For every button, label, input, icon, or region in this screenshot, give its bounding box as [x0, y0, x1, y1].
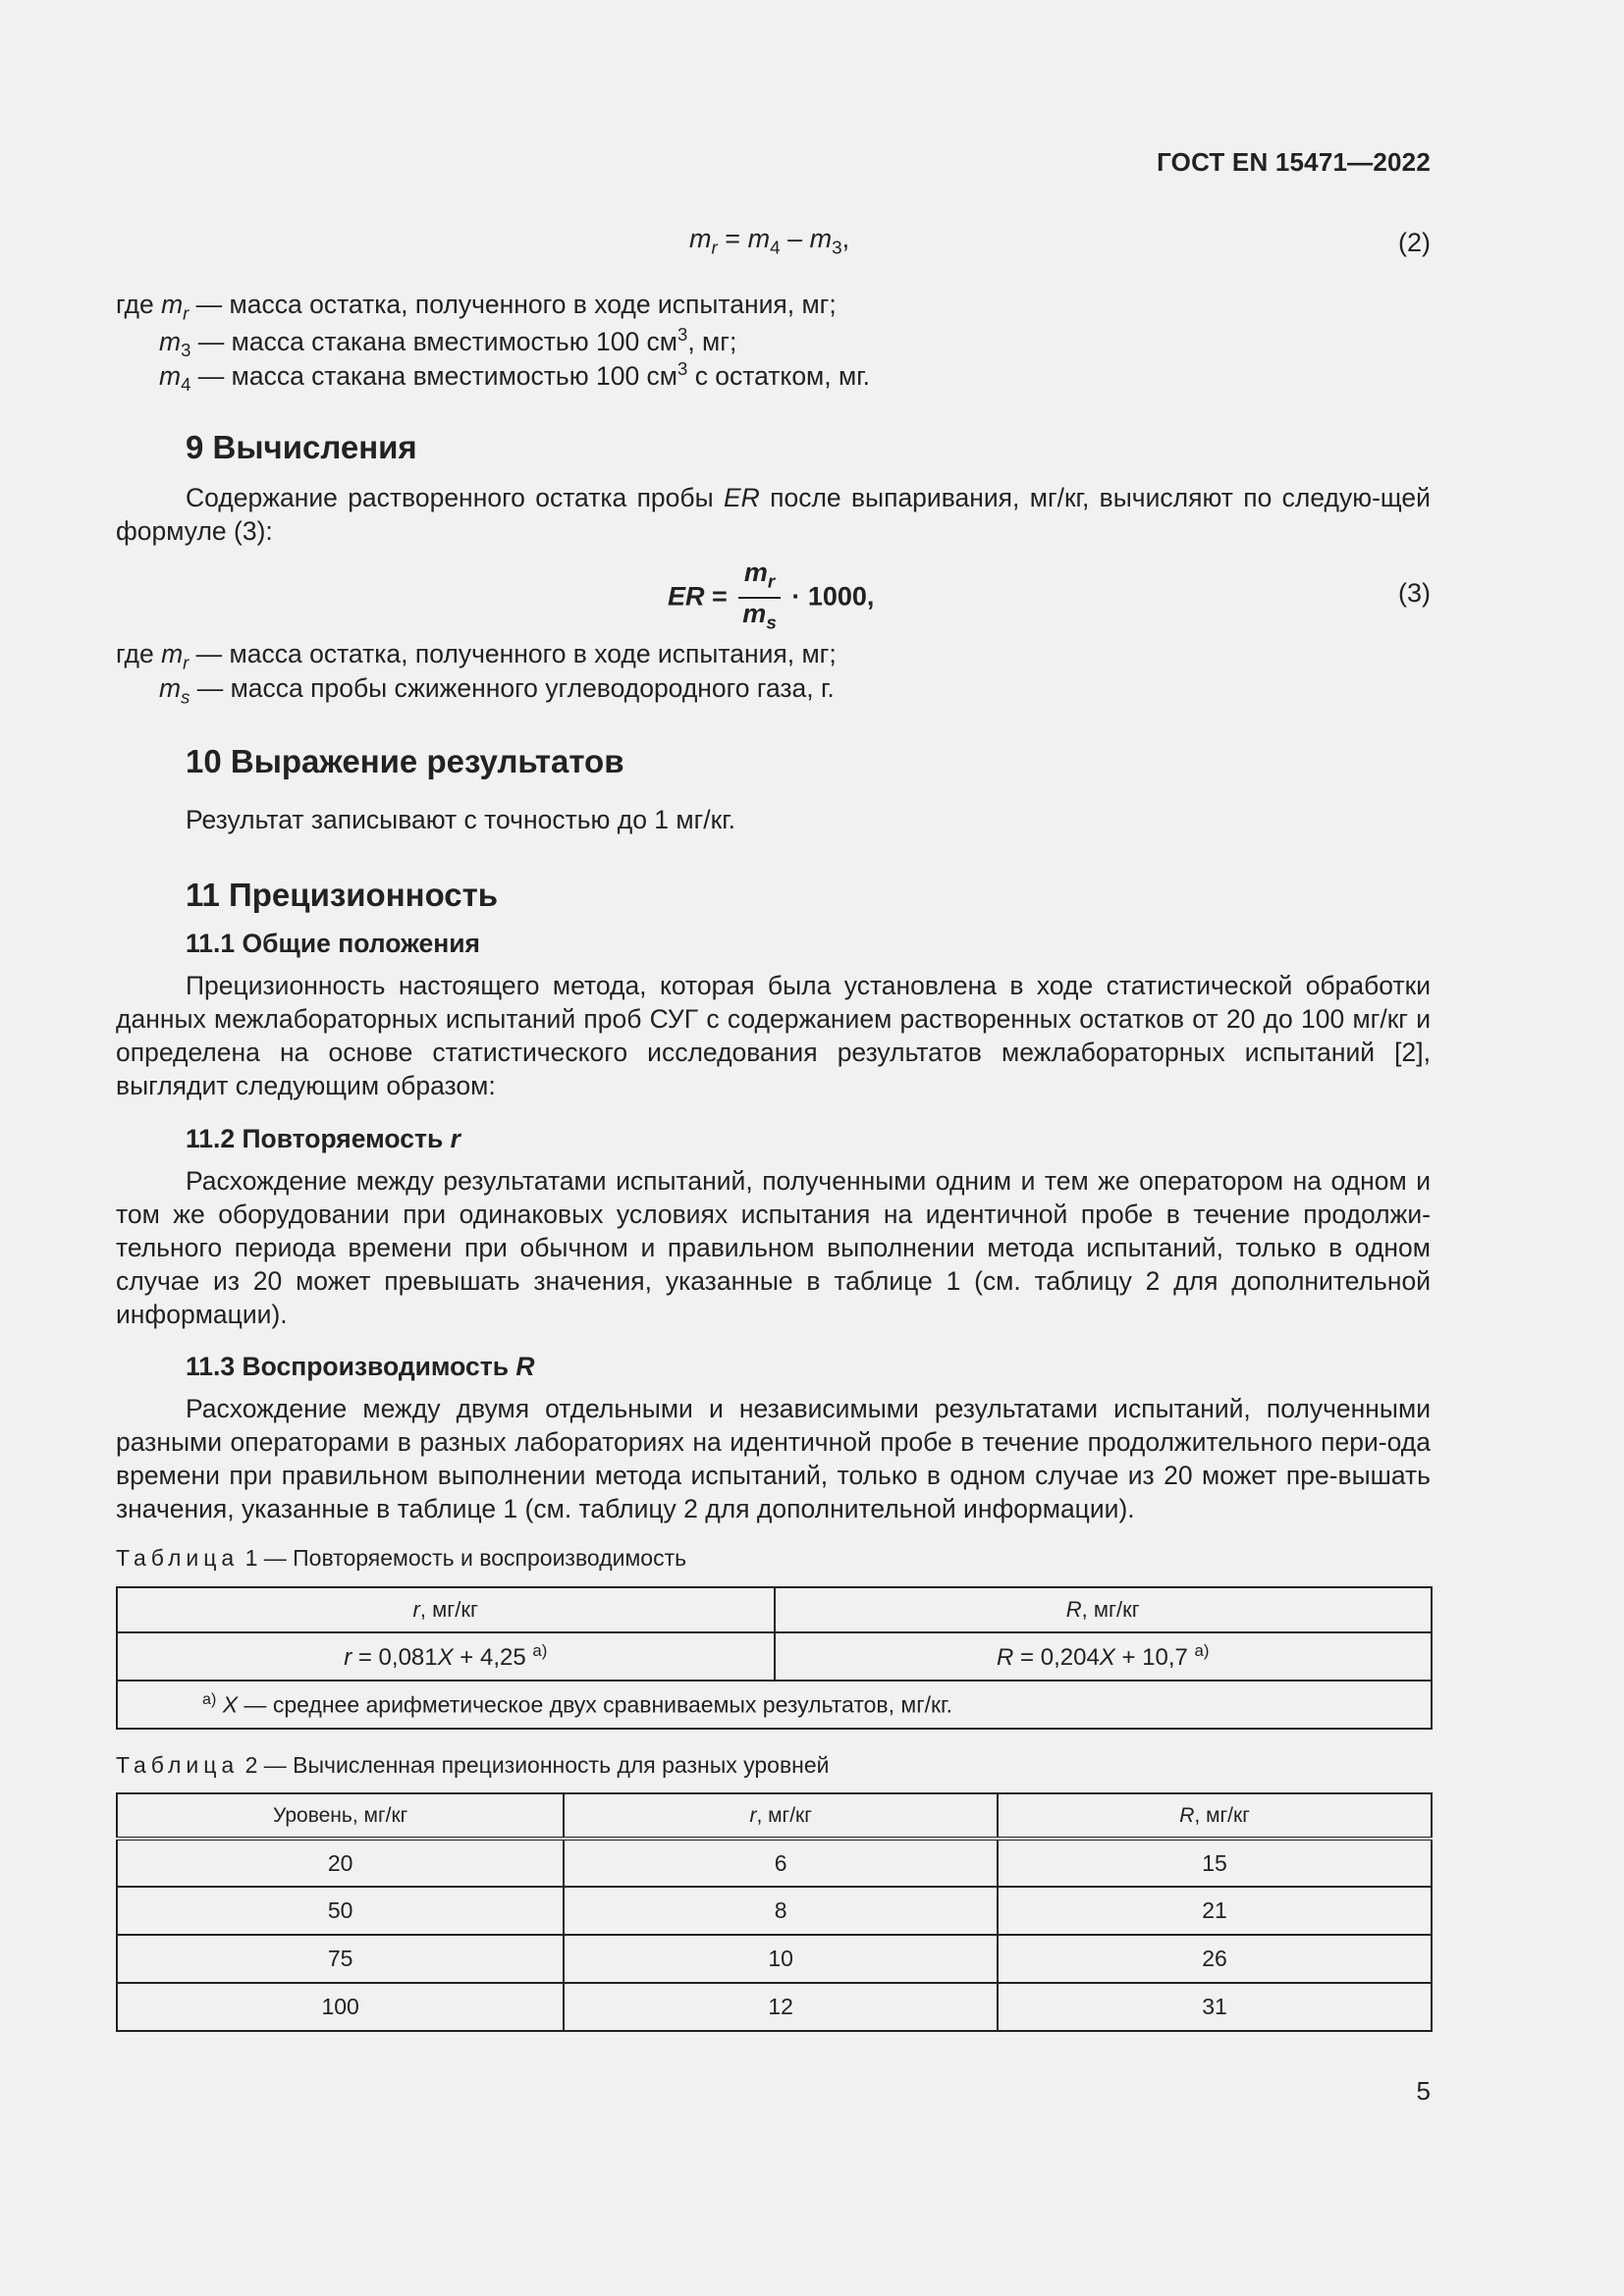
where-1-row-0	[116, 290, 837, 324]
formula-2-tail: ,	[841, 224, 850, 253]
where-2-sub: r	[183, 652, 189, 673]
table-1-cell-R-a: R	[997, 1644, 1014, 1671]
table-1-footnote	[117, 1681, 1432, 1729]
section-11-title: 11 Прецизионность	[186, 877, 499, 913]
table-row	[117, 1839, 1432, 1887]
table-1-head-r-unit: , мг/кг	[419, 1597, 478, 1622]
table-row	[117, 1935, 1432, 1983]
table-1-foot-text: — среднее арифметическое двух сравниваемых результатов, мг/кг.	[238, 1691, 953, 1718]
table-row	[117, 1587, 1432, 1632]
table-1-foot-mark: а)	[202, 1690, 217, 1709]
section-9-text-a: Содержание растворенного остатка пробы	[186, 483, 724, 512]
where-2-sym: m	[161, 639, 184, 668]
table-2-cell-r: 8	[564, 1887, 998, 1935]
where-2-row-1	[159, 673, 835, 708]
section-11-2-title-text: 11.2 Повторяемость	[186, 1124, 451, 1153]
section-11-3-title-text: 11.3 Воспроизводимость	[186, 1352, 516, 1381]
where-1-prefix: где	[116, 290, 154, 319]
table-1-cell-R-x: X	[1099, 1644, 1115, 1671]
section-11-3-title	[186, 1352, 535, 1382]
table-row	[117, 1681, 1432, 1729]
table-2-head-level: Уровень, мг/кг	[117, 1793, 564, 1839]
table-2-cell-R: 21	[998, 1887, 1432, 1935]
table-2-caption-rest: 2 — Вычисленная прецизионность для разных уровней	[239, 1752, 830, 1778]
section-11-3-sym: R	[515, 1352, 535, 1381]
table-1-caption-word: Таблица	[116, 1545, 240, 1571]
page-number: 5	[1416, 2076, 1431, 2106]
section-11-3-text: Расхождение между двумя отдельными и независимыми результатами испытаний, полученными разными операторами в разных лабораториях на идентичной пробе в течение продолжительного пери-ода времени при правильном выполнении метода испытаний, только в одном случае из 20 может пре-вышать значения, указанные в таблице 1 (см. таблицу 2 для дополнительной информации).	[116, 1394, 1431, 1523]
section-11-2-text: Расхождение между результатами испытаний, полученными одним и тем же оператором на одном и том же оборудовании при одинаковых условиях испытания на идентичной пробе в течение продолжи-тельного периода времени при обычном и правильном выполнении метода испытаний, только в одном случае из 20 может превышать значения, указанные в таблице 1 (см. таблицу 2 для дополнительной информации).	[116, 1166, 1431, 1329]
where-2-prefix: где	[116, 639, 154, 668]
formula-3-eq: =	[704, 581, 735, 612]
table-1-cell-r-b: = 0,081	[352, 1644, 438, 1671]
formula-3-lhs: ER	[668, 581, 705, 612]
formula-2-var: m	[689, 224, 712, 253]
table-1-head-R	[775, 1587, 1433, 1632]
where-2-sub: s	[181, 686, 190, 708]
formula-2-eq: =	[717, 224, 748, 253]
section-11-1-title: 11.1 Общие положения	[186, 929, 481, 958]
table-2-cell-level: 75	[117, 1935, 564, 1983]
table-2-cell-R: 31	[998, 1983, 1432, 2031]
section-9-text-b: после выпаривания, мг/кг, вычисляют по следую-щей формуле (3):	[116, 483, 1431, 546]
table-2-cell-R: 26	[998, 1935, 1432, 1983]
formula-3-den-sub: s	[766, 613, 777, 634]
table-2-cell-r: 10	[564, 1935, 998, 1983]
table-1	[116, 1586, 1433, 1730]
formula-3-den: m	[742, 599, 767, 629]
table-1-cell-R-c: + 10,7	[1114, 1644, 1195, 1671]
formula-2-sub: r	[711, 238, 718, 259]
table-2-head-R	[998, 1793, 1432, 1839]
formula-2-minus: –	[780, 224, 810, 253]
table-1-head-r	[117, 1587, 775, 1632]
formula-2	[689, 224, 849, 259]
where-2-text: — масса пробы сжиженного углеводородного газа, г.	[189, 673, 835, 703]
where-1-sub: 4	[181, 374, 191, 396]
table-1-cell-r-x: X	[437, 1644, 454, 1671]
where-1-sup: 3	[677, 358, 688, 379]
formula-2-sub3: 3	[832, 238, 842, 259]
section-11-2-title	[186, 1124, 460, 1154]
section-9-er: ER	[723, 483, 760, 512]
section-10-title: 10 Выражение результатов	[186, 743, 624, 779]
where-1-sym: m	[161, 290, 184, 319]
where-2-sym: m	[159, 673, 182, 703]
table-row	[117, 1983, 1432, 2031]
table-row	[117, 1793, 1432, 1839]
table-2-head-r-sym: r	[749, 1803, 757, 1827]
where-1-text: — масса остатка, полученного в ходе испытания, мг;	[189, 290, 837, 319]
table-1-foot-x: X	[222, 1691, 239, 1718]
formula-2-sub4: 4	[770, 238, 781, 259]
formula-3-num: m	[743, 558, 768, 587]
formula-3-fraction	[738, 558, 781, 639]
table-2-cell-level: 20	[117, 1839, 564, 1887]
table-1-head-r-sym: r	[412, 1597, 420, 1622]
table-1-caption	[116, 1545, 686, 1572]
table-row	[117, 1632, 1432, 1681]
formula-2-m4: m	[747, 224, 771, 253]
formula-3-num-sub: r	[767, 571, 776, 593]
where-1-sub: 3	[181, 340, 191, 361]
section-11-2-sym: r	[450, 1124, 460, 1153]
table-1-cell-r-a: r	[344, 1644, 352, 1671]
table-1-cell-r	[117, 1632, 775, 1681]
where-2-row-0	[116, 639, 837, 673]
where-2-text: — масса остатка, полученного в ходе испытания, мг;	[189, 639, 837, 668]
table-1-cell-R	[775, 1632, 1433, 1681]
section-11-1-text: Прецизионность настоящего метода, которая была установлена в ходе статистической обработки данных межлабораторных испытаний проб СУГ с содержанием растворенных остатков от 20 до 100 мг/кг и определена на основе статистического исследования результатов межлабораторных испытаний [2], выглядит следующим образом:	[116, 971, 1431, 1100]
where-1-sym: m	[159, 326, 182, 356]
formula-2-number: (2)	[1398, 228, 1431, 257]
section-9-title: 9 Вычисления	[186, 429, 417, 465]
table-2-head-R-sym: R	[1179, 1803, 1195, 1827]
table-2-cell-level: 50	[117, 1887, 564, 1935]
where-1-sym: m	[159, 360, 182, 391]
table-2-cell-R: 15	[998, 1839, 1432, 1887]
table-1-cell-R-note: а)	[1194, 1641, 1210, 1660]
where-1-sub: r	[183, 302, 189, 324]
table-2-cell-r: 12	[564, 1983, 998, 2031]
where-1-tail: с остатком, мг.	[687, 360, 871, 391]
table-1-head-R-unit: , мг/кг	[1081, 1597, 1140, 1622]
table-1-cell-R-b: = 0,204	[1013, 1644, 1100, 1671]
section-9-paragraph	[116, 481, 1431, 548]
table-row	[117, 1887, 1432, 1935]
formula-3-mult: · 1000,	[784, 581, 875, 612]
table-1-cell-r-note: а)	[532, 1641, 548, 1660]
table-2-caption-word: Таблица	[116, 1752, 240, 1778]
section-10-text: Результат записывают с точностью до 1 мг/кг.	[186, 805, 736, 834]
table-2-caption	[116, 1752, 830, 1779]
where-1-text: — масса стакана вместимостью 100 см	[190, 326, 678, 356]
table-2-head-r	[564, 1793, 998, 1839]
table-2	[116, 1792, 1433, 2032]
table-2-head-R-unit: , мг/кг	[1194, 1803, 1250, 1827]
where-1-sup: 3	[677, 324, 688, 345]
where-1-tail: , мг;	[687, 326, 737, 356]
document-id: ГОСТ EN 15471—2022	[1157, 147, 1431, 177]
where-1-text: — масса стакана вместимостью 100 см	[190, 360, 678, 391]
table-2-cell-level: 100	[117, 1983, 564, 2031]
where-1-row-1	[159, 324, 736, 361]
table-2-head-r-unit: , мг/кг	[756, 1803, 812, 1827]
table-1-caption-rest: 1 — Повторяемость и воспроизводимость	[239, 1545, 687, 1571]
table-1-cell-r-c: + 4,25	[453, 1644, 533, 1671]
where-1-row-2	[159, 358, 870, 396]
table-1-head-R-sym: R	[1065, 1597, 1082, 1622]
table-2-cell-r: 6	[564, 1839, 998, 1887]
formula-3-number: (3)	[1398, 578, 1431, 608]
formula-3	[668, 558, 874, 639]
formula-2-m3: m	[809, 224, 833, 253]
